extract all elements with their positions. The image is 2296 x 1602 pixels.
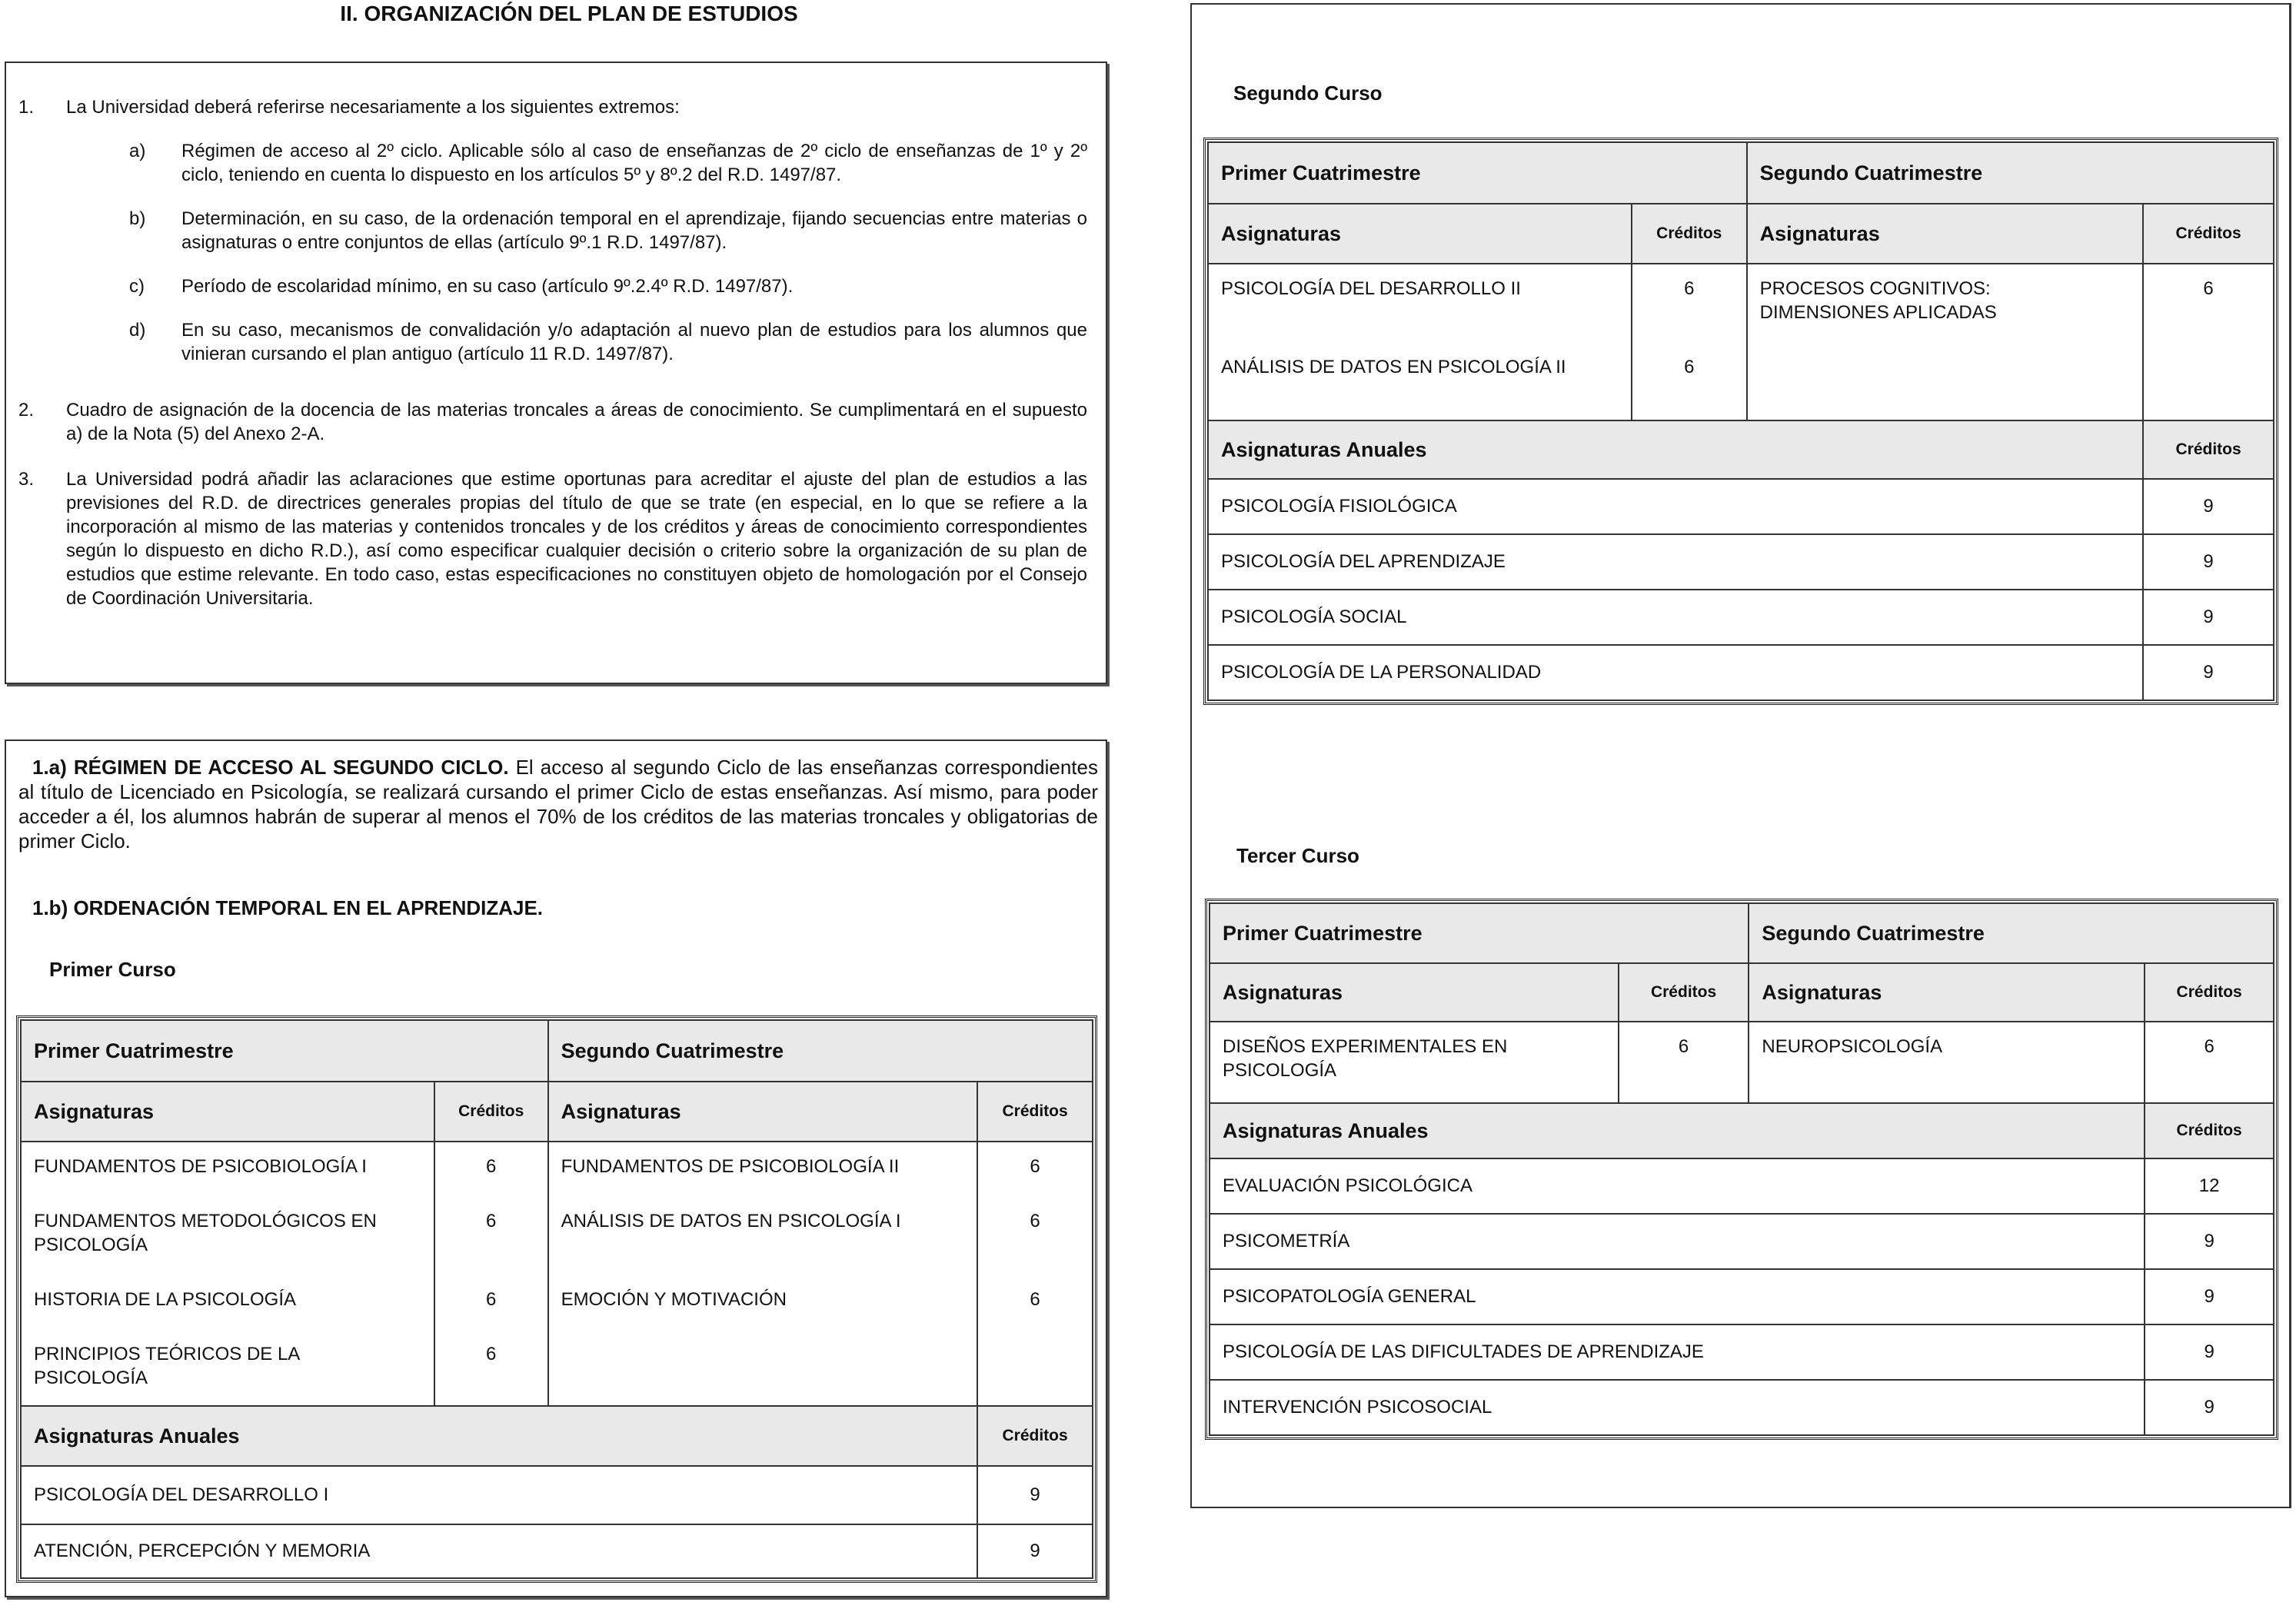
segundo-curso-semester-row — [1208, 264, 2274, 420]
table-row — [1210, 1269, 2274, 1324]
asignaturas-header: Asignaturas — [1747, 204, 2144, 264]
annual-subject-credits: 9 — [977, 1524, 1093, 1578]
subjects-cuatrimestre-2 — [548, 1142, 978, 1406]
credit-value: 6 — [486, 1344, 497, 1364]
subject-name: FUNDAMENTOS DE PSICOBIOLOGÍA II — [561, 1156, 900, 1177]
asignaturas-header: Asignaturas — [1210, 963, 1619, 1022]
annual-subject-name: PSICOPATOLOGÍA GENERAL — [1210, 1269, 2145, 1324]
credits-cuatrimestre-2 — [2145, 1022, 2274, 1103]
creditos-header: Créditos — [2145, 1103, 2274, 1158]
acceso-heading: 1.a) RÉGIMEN DE ACCESO AL SEGUNDO CICLO. — [32, 756, 509, 779]
sub-text: Determinación, en su caso, de la ordenación temporal en el aprendizaje, fijando secuencias entre materias o asignaturas o entre conjuntos de ellas (artículo 9º.1 R.D. 1497/87). — [181, 208, 1087, 253]
annual-subject-credits: 9 — [2143, 645, 2274, 700]
segundo-cuatrimestre-header: Segundo Cuatrimestre — [548, 1020, 1093, 1082]
credits-cuatrimestre-1 — [1632, 264, 1747, 420]
tercer-curso-heading: Tercer Curso — [1236, 844, 1359, 867]
annual-subject-name: PSICOLOGÍA DEL APRENDIZAJE — [1208, 534, 2143, 590]
annual-subject-credits: 9 — [2143, 479, 2274, 534]
annual-subject-credits: 9 — [2143, 590, 2274, 645]
instruction-item-2 — [18, 398, 1087, 446]
creditos-header: Créditos — [1632, 204, 1747, 264]
table-row — [1208, 645, 2274, 700]
annual-subject-name: PSICOMETRÍA — [1210, 1214, 2145, 1269]
instruction-item-1 — [18, 95, 1087, 366]
subjects-cuatrimestre-2 — [1747, 264, 2144, 420]
right-column-box — [1190, 3, 2291, 1508]
subjects-cuatrimestre-1 — [21, 1142, 434, 1406]
instructions-list — [18, 95, 1087, 632]
credit-value: 6 — [1030, 1211, 1040, 1231]
sub-letter: a) — [129, 141, 146, 161]
asignaturas-header: Asignaturas — [1749, 963, 2145, 1022]
table-row — [1208, 534, 2274, 590]
annual-subject-name: PSICOLOGÍA DEL DESARROLLO I — [21, 1466, 977, 1524]
tercer-curso-semester-row — [1210, 1022, 2274, 1103]
creditos-header: Créditos — [2143, 204, 2274, 264]
item-number: 2. — [18, 400, 35, 420]
item-number: 3. — [18, 469, 35, 490]
credit-value: 6 — [1678, 1036, 1689, 1057]
creditos-header: Créditos — [434, 1082, 548, 1142]
tercer-curso-table — [1209, 902, 2274, 1436]
annual-subject-credits: 12 — [2145, 1158, 2274, 1214]
item-text: La Universidad podrá añadir las aclaraciones que estime oportunas para acreditar el ajuste del plan de estudios a las previsiones del R.D. de directrices generales propias del título de que se trate (en especial, en lo que se refiere a la incorporación al mismo de las materias y contenidos troncales y de los créditos y áreas de conocimiento correspondientes según lo dispuesto en dicho R.D.), así como especificar cualquier decisión o criterio sobre la organización de su plan de estudios que estime relevante. En todo caso, estas especificaciones no constituyen objeto de homologación por el Consejo de Coordinación Universitaria. — [66, 469, 1087, 609]
table-row — [1210, 1324, 2274, 1380]
sub-letter: c) — [129, 276, 145, 297]
primer-cuatrimestre-header: Primer Cuatrimestre — [1208, 142, 1747, 204]
asignaturas-anuales-header: Asignaturas Anuales — [1210, 1103, 2145, 1158]
credit-value: 6 — [2203, 278, 2214, 299]
subject-name: ANÁLISIS DE DATOS EN PSICOLOGÍA I — [561, 1211, 901, 1231]
table-row — [21, 1524, 1093, 1578]
segundo-curso-heading: Segundo Curso — [1233, 81, 1383, 105]
sub-text: Régimen de acceso al 2º ciclo. Aplicable sólo al caso de enseñanzas de 2º ciclo de enseñanzas de 1º y 2º ciclo, teniendo en cuenta lo dispuesto en los artículos 5º y 8º.2 del R.D. 1497/87. — [181, 141, 1087, 185]
annual-subject-name: PSICOLOGÍA DE LA PERSONALIDAD — [1208, 645, 2143, 700]
acceso-paragraph — [18, 755, 1098, 853]
subject-name: DISEÑOS EXPERIMENTALES EN PSICOLOGÍA — [1223, 1036, 1508, 1081]
sub-text: En su caso, mecanismos de convalidación y/o adaptación al nuevo plan de estudios para los alumnos que vinieran cursando el plan antiguo (artículo 11 R.D. 1497/87). — [181, 320, 1087, 364]
primer-curso-table — [20, 1019, 1093, 1579]
annual-subject-credits: 9 — [2143, 534, 2274, 590]
sub-item-c — [66, 274, 1087, 298]
segundo-curso-table — [1207, 141, 2274, 701]
annual-subject-name: INTERVENCIÓN PSICOSOCIAL — [1210, 1380, 2145, 1435]
annual-subject-name: PSICOLOGÍA FISIOLÓGICA — [1208, 479, 2143, 534]
creditos-header: Créditos — [977, 1082, 1093, 1142]
item-text: Cuadro de asignación de la docencia de las materias troncales a áreas de conocimiento. Se cumplimentará en el supuesto a) de la Nota (5) del Anexo 2-A. — [66, 400, 1087, 444]
annual-subject-name: PSICOLOGÍA DE LAS DIFICULTADES DE APRENDIZAJE — [1210, 1324, 2145, 1380]
creditos-header: Créditos — [2145, 963, 2274, 1022]
sub-text: Período de escolaridad mínimo, en su caso (artículo 9º.2.4º R.D. 1497/87). — [181, 276, 794, 297]
segundo-cuatrimestre-header: Segundo Cuatrimestre — [1747, 142, 2274, 204]
subject-name: EMOCIÓN Y MOTIVACIÓN — [561, 1289, 787, 1310]
subject-name: NEUROPSICOLOGÍA — [1762, 1036, 1943, 1057]
subjects-cuatrimestre-1 — [1210, 1022, 1619, 1103]
sub-item-b — [66, 207, 1087, 254]
acceso-box — [5, 740, 1107, 1597]
table-row — [1210, 1380, 2274, 1435]
table-row — [1210, 1158, 2274, 1214]
annual-subject-credits: 9 — [2145, 1269, 2274, 1324]
credits-cuatrimestre-1 — [1619, 1022, 1749, 1103]
sub-letter: b) — [129, 208, 146, 229]
annual-subject-name: EVALUACIÓN PSICOLÓGICA — [1210, 1158, 2145, 1214]
creditos-header: Créditos — [1619, 963, 1749, 1022]
instructions-box — [5, 61, 1107, 684]
primer-curso-semester-row — [21, 1142, 1093, 1406]
ordenacion-heading: 1.b) ORDENACIÓN TEMPORAL EN EL APRENDIZAJE. — [32, 896, 544, 919]
primer-cuatrimestre-header: Primer Cuatrimestre — [1210, 903, 1749, 963]
credit-value: 6 — [486, 1156, 497, 1177]
asignaturas-anuales-header: Asignaturas Anuales — [1208, 420, 2143, 479]
table-row — [21, 1466, 1093, 1524]
asignaturas-header: Asignaturas — [1208, 204, 1632, 264]
table-row — [1208, 590, 2274, 645]
annual-subject-name: ATENCIÓN, PERCEPCIÓN Y MEMORIA — [21, 1524, 977, 1578]
subjects-cuatrimestre-2 — [1749, 1022, 2145, 1103]
table-row — [1208, 479, 2274, 534]
annual-subject-credits: 9 — [2145, 1324, 2274, 1380]
asignaturas-anuales-header: Asignaturas Anuales — [21, 1406, 977, 1466]
subjects-cuatrimestre-1 — [1208, 264, 1632, 420]
credits-cuatrimestre-1 — [434, 1142, 548, 1406]
subject-name: PSICOLOGÍA DEL DESARROLLO II — [1221, 278, 1521, 299]
asignaturas-header: Asignaturas — [548, 1082, 978, 1142]
sub-item-a — [66, 139, 1087, 187]
segundo-cuatrimestre-header: Segundo Cuatrimestre — [1749, 903, 2274, 963]
credit-value: 6 — [486, 1211, 497, 1231]
creditos-header: Créditos — [2143, 420, 2274, 479]
subject-name: FUNDAMENTOS DE PSICOBIOLOGÍA I — [34, 1156, 367, 1177]
credit-value: 6 — [1684, 357, 1695, 377]
subject-name: HISTORIA DE LA PSICOLOGÍA — [34, 1289, 297, 1310]
creditos-header: Créditos — [977, 1406, 1093, 1466]
page-title: II. ORGANIZACIÓN DEL PLAN DE ESTUDIOS — [340, 2, 798, 25]
asignaturas-header: Asignaturas — [21, 1082, 434, 1142]
credit-value: 6 — [1684, 278, 1695, 299]
credit-value: 6 — [1030, 1289, 1040, 1310]
subject-name: ANÁLISIS DE DATOS EN PSICOLOGÍA II — [1221, 357, 1566, 377]
credit-value: 6 — [486, 1289, 497, 1310]
subject-name: PRINCIPIOS TEÓRICOS DE LA PSICOLOGÍA — [34, 1344, 299, 1388]
instruction-item-3 — [18, 467, 1087, 610]
item-text: La Universidad deberá referirse necesariamente a los siguientes extremos: — [66, 97, 680, 118]
credit-value: 6 — [1030, 1156, 1040, 1177]
subject-name: FUNDAMENTOS METODOLÓGICOS EN PSICOLOGÍA — [34, 1211, 377, 1255]
credit-value: 6 — [2204, 1036, 2214, 1057]
sub-item-d — [66, 318, 1087, 366]
sub-letter: d) — [129, 320, 146, 341]
acceso-text: El acceso al segundo Ciclo de las enseñanzas correspondientes al título de Licenciado en Psicología, se realizará cursando el primer Ciclo de estas enseñanzas. Así mismo, para poder acceder a él, los alumnos habrán de superar al menos el 70% de los créditos de las materias troncales y obligatorias de primer Ciclo. — [18, 756, 1098, 853]
annual-subject-credits: 9 — [977, 1466, 1093, 1524]
primer-cuatrimestre-header: Primer Cuatrimestre — [21, 1020, 548, 1082]
primer-curso-heading: Primer Curso — [49, 958, 176, 981]
annual-subject-credits: 9 — [2145, 1214, 2274, 1269]
item-number: 1. — [18, 97, 35, 118]
subject-name: PROCESOS COGNITIVOS: DIMENSIONES APLICADAS — [1759, 278, 1997, 323]
annual-subject-credits: 9 — [2145, 1380, 2274, 1435]
credits-cuatrimestre-2 — [977, 1142, 1093, 1406]
annual-subject-name: PSICOLOGÍA SOCIAL — [1208, 590, 2143, 645]
credits-cuatrimestre-2 — [2143, 264, 2274, 420]
table-row — [1210, 1214, 2274, 1269]
